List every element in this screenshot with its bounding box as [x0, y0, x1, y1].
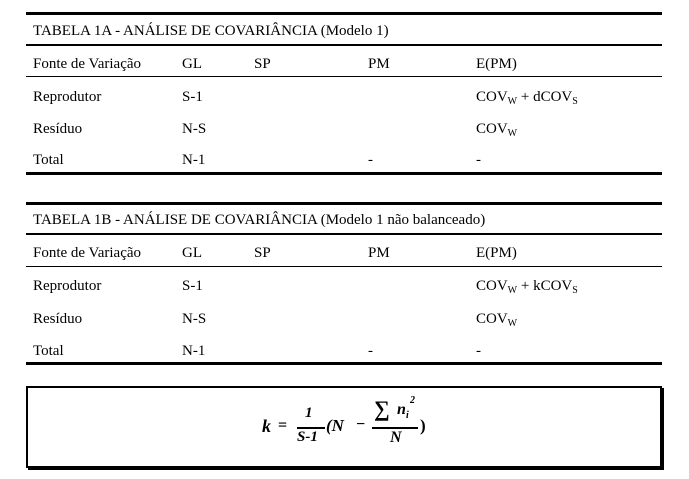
table1a-row3-gl: N-1	[182, 152, 206, 168]
formula-open: (N	[326, 416, 344, 435]
formula-exp: 2	[410, 395, 415, 406]
table1b-header-pm: PM	[368, 245, 390, 261]
formula-lhs: k	[262, 416, 271, 436]
table1b-row1-epm: $COV_W$ + kCOV$_S$	[476, 278, 578, 296]
table1b-subheader-rule	[26, 266, 662, 267]
table1a-header-fonte: Fonte de Variação	[33, 56, 142, 72]
table1a-bottom-rule	[26, 172, 662, 175]
table1a-row2-epm: $COV_W$	[476, 121, 518, 139]
table1a-header-pm: PM	[368, 56, 390, 72]
formula-close: )	[420, 416, 426, 435]
table1b-header-gl: GL	[182, 245, 202, 261]
table1b-row1-gl: S-1	[182, 278, 203, 294]
formula-den2: N	[390, 429, 402, 446]
table1a-row3-epm: -	[476, 152, 481, 168]
table1b-row3-pm: -	[368, 343, 373, 359]
table1a-row1-epm: $COV_W$ + dCOV$_S$	[476, 89, 578, 107]
table1b-row1-fonte: Reprodutor	[33, 278, 102, 294]
table1b-header-epm: E(PM)	[476, 245, 517, 261]
table1b-row3-fonte: Total	[33, 343, 64, 359]
formula-k	[262, 395, 462, 456]
table1a-subheader-rule	[26, 76, 662, 77]
table1a-title: TABELA 1A - ANÁLISE DE COVARIÂNCIA (Modelo 1)	[33, 23, 389, 39]
table1b-row3-gl: N-1	[182, 343, 206, 359]
table1a-header-epm: E(PM)	[476, 56, 517, 72]
table1a-row3-pm: -	[368, 152, 373, 168]
table1b-row2-fonte: Resíduo	[33, 311, 83, 327]
formula-n: n	[397, 401, 406, 418]
table1b-row2-epm: $COV_W$	[476, 311, 518, 329]
table1a-row2-fonte: Resíduo	[33, 121, 83, 137]
formula-den1: S-1	[297, 429, 318, 445]
formula-num1: 1	[305, 405, 313, 421]
formula-equals: =	[278, 417, 288, 434]
formula-minus: −	[356, 416, 366, 433]
table1a-header-sp: SP	[254, 56, 271, 72]
table1a-row3-fonte: Total	[33, 152, 64, 168]
table1a-top-rule	[26, 12, 662, 15]
table1b-header-fonte: Fonte de Variação	[33, 245, 142, 261]
table1b-header-rule	[26, 233, 662, 235]
table1b-top-rule	[26, 202, 662, 205]
formula-i: i	[406, 410, 409, 421]
table1b-bottom-rule	[26, 362, 662, 365]
formula-sigma: ∑	[374, 396, 390, 421]
table1b-title: TABELA 1B - ANÁLISE DE COVARIÂNCIA (Modelo 1 não balanceado)	[33, 212, 486, 228]
table1a-row1-gl: S-1	[182, 89, 203, 105]
table1a-row1-fonte: Reprodutor	[33, 89, 102, 105]
table1a-row2-gl: N-S	[182, 121, 207, 137]
table1b-header-sp: SP	[254, 245, 271, 261]
table1b-row2-gl: N-S	[182, 311, 207, 327]
table1a-header-rule	[26, 44, 662, 46]
table1a-header-gl: GL	[182, 56, 202, 72]
table1b-row3-epm: -	[476, 343, 481, 359]
